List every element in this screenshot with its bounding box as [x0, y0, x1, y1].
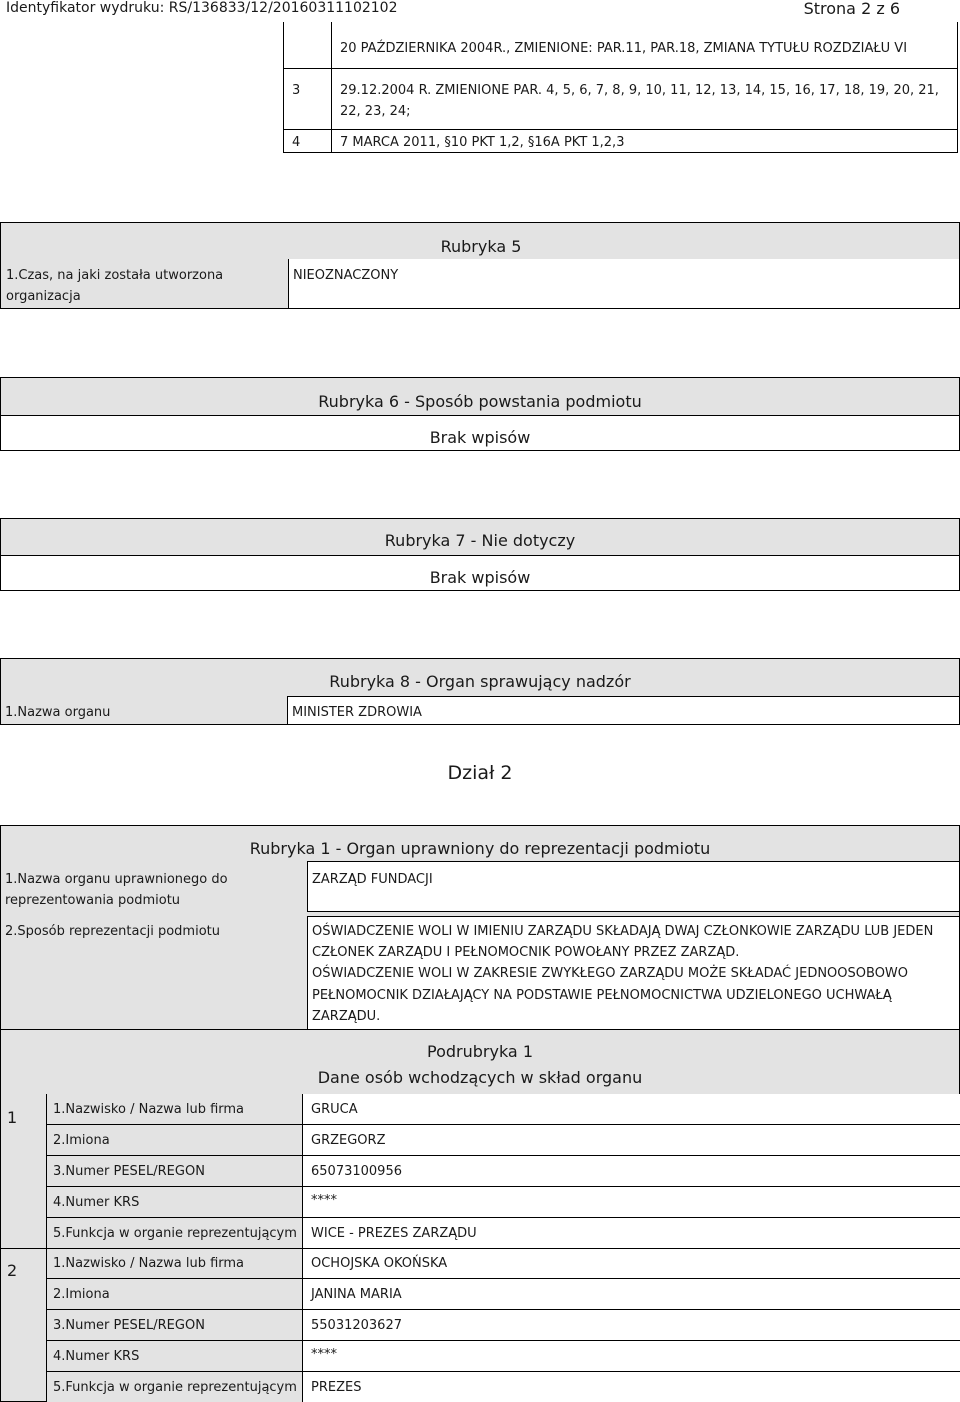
rubryka-5-row	[0, 259, 960, 309]
person-field-value: OCHOJSKA OKOŃSKA	[311, 1256, 448, 1271]
person-field-value: ****	[311, 1193, 337, 1208]
rubryka-6-title: Rubryka 6 - Sposób powstania podmiotu	[318, 392, 642, 411]
change-row-text: 7 MARCA 2011, §10 PKT 1,2, §16A PKT 1,2,3	[340, 135, 625, 150]
rubryka-5-title: Rubryka 5	[440, 237, 522, 256]
person-field-value: GRUCA	[311, 1102, 358, 1117]
field-value: NIEOZNACZONY	[293, 268, 399, 283]
rubryka-6	[0, 377, 960, 451]
change-row-num: 4	[292, 135, 301, 150]
person-number: 2	[7, 1261, 18, 1280]
person-field-label: 1.Nazwisko / Nazwa lub firma	[53, 1102, 245, 1117]
field-label: organizacja	[6, 289, 81, 304]
person-field-value: WICE - PREZES ZARZĄDU	[311, 1226, 477, 1241]
field-value: OŚWIADCZENIE WOLI W ZAKRESIE ZWYKŁEGO ZARZĄDU MOŻE SKŁADAĆ JEDNOOSOBOWO	[312, 966, 909, 981]
page-number: Strona 2 z 6	[803, 0, 900, 18]
field-label: reprezentowania podmiotu	[5, 893, 181, 908]
field-value: ZARZĄDU.	[312, 1009, 381, 1024]
field-value: ZARZĄD FUNDACJI	[312, 872, 433, 887]
rubryka-7	[0, 518, 960, 591]
empty-entries: Brak wpisów	[429, 428, 531, 447]
section-title: Dział 2	[447, 762, 513, 784]
rubryka-8-title: Rubryka 8 - Organ sprawujący nadzór	[329, 672, 631, 691]
person-field-value: GRZEGORZ	[311, 1133, 386, 1148]
person-field-value: PREZES	[311, 1380, 362, 1395]
person-field-value: 65073100956	[311, 1164, 402, 1179]
person-field-label: 5.Funkcja w organie reprezentującym	[53, 1226, 297, 1241]
changes-table	[283, 22, 958, 153]
change-row-num: 3	[292, 83, 301, 98]
field-label: 1.Nazwa organu uprawnionego do	[5, 872, 228, 887]
person-field-label: 1.Nazwisko / Nazwa lub firma	[53, 1256, 245, 1271]
change-row-text: 22, 23, 24;	[340, 104, 411, 119]
change-row-text: 29.12.2004 R. ZMIENIONE PAR. 4, 5, 6, 7, 8, 9, 10, 11, 12, 13, 14, 15, 16, 17, 18, 19, 20, 21,	[340, 83, 939, 98]
field-value: MINISTER ZDROWIA	[292, 705, 422, 720]
person-field-value: 55031203627	[311, 1318, 402, 1333]
person-field-label: 3.Numer PESEL/REGON	[53, 1318, 205, 1333]
print-identifier: Identyfikator wydruku: RS/136833/12/20160311102102	[6, 0, 398, 16]
person-field-label: 2.Imiona	[53, 1133, 110, 1148]
podrubryka-subtitle: Dane osób wchodzących w skład organu	[317, 1068, 643, 1087]
dzial2-rubryka-1-title: Rubryka 1 - Organ uprawniony do reprezentacji podmiotu	[249, 839, 711, 858]
person-field-label: 2.Imiona	[53, 1287, 110, 1302]
change-row-text: 20 PAŹDZIERNIKA 2004R., ZMIENIONE: PAR.11, PAR.18, ZMIANA TYTUŁU ROZDZIAŁU VI	[340, 41, 908, 56]
podrubryka-title: Podrubryka 1	[427, 1042, 533, 1061]
rubryka-7-title: Rubryka 7 - Nie dotyczy	[384, 531, 576, 550]
person-field-label: 4.Numer KRS	[53, 1349, 140, 1364]
person-field-label: 4.Numer KRS	[53, 1195, 140, 1210]
field-label: 2.Sposób reprezentacji podmiotu	[5, 924, 220, 939]
persons-table	[0, 1094, 960, 1402]
person-field-label: 3.Numer PESEL/REGON	[53, 1164, 205, 1179]
person-number: 1	[7, 1108, 18, 1127]
field-label: 1.Nazwa organu	[5, 705, 111, 720]
person-field-value: JANINA MARIA	[311, 1287, 402, 1302]
empty-entries: Brak wpisów	[429, 568, 531, 587]
person-field-value: ****	[311, 1347, 337, 1362]
field-label: 1.Czas, na jaki została utworzona	[6, 268, 224, 283]
field-value: PEŁNOMOCNIK DZIAŁAJĄCY NA PODSTAWIE PEŁNOMOCNICTWA UDZIELONEGO UCHWAŁĄ	[312, 988, 892, 1003]
person-field-label: 5.Funkcja w organie reprezentującym	[53, 1380, 297, 1395]
field-value: CZŁONEK ZARZĄDU I PEŁNOMOCNIK POWOŁANY PRZEZ ZARZĄD.	[312, 945, 740, 960]
field-value: OŚWIADCZENIE WOLI W IMIENIU ZARZĄDU SKŁADAJĄ DWAJ CZŁONKOWIE ZARZĄDU LUB JEDEN	[312, 924, 934, 939]
